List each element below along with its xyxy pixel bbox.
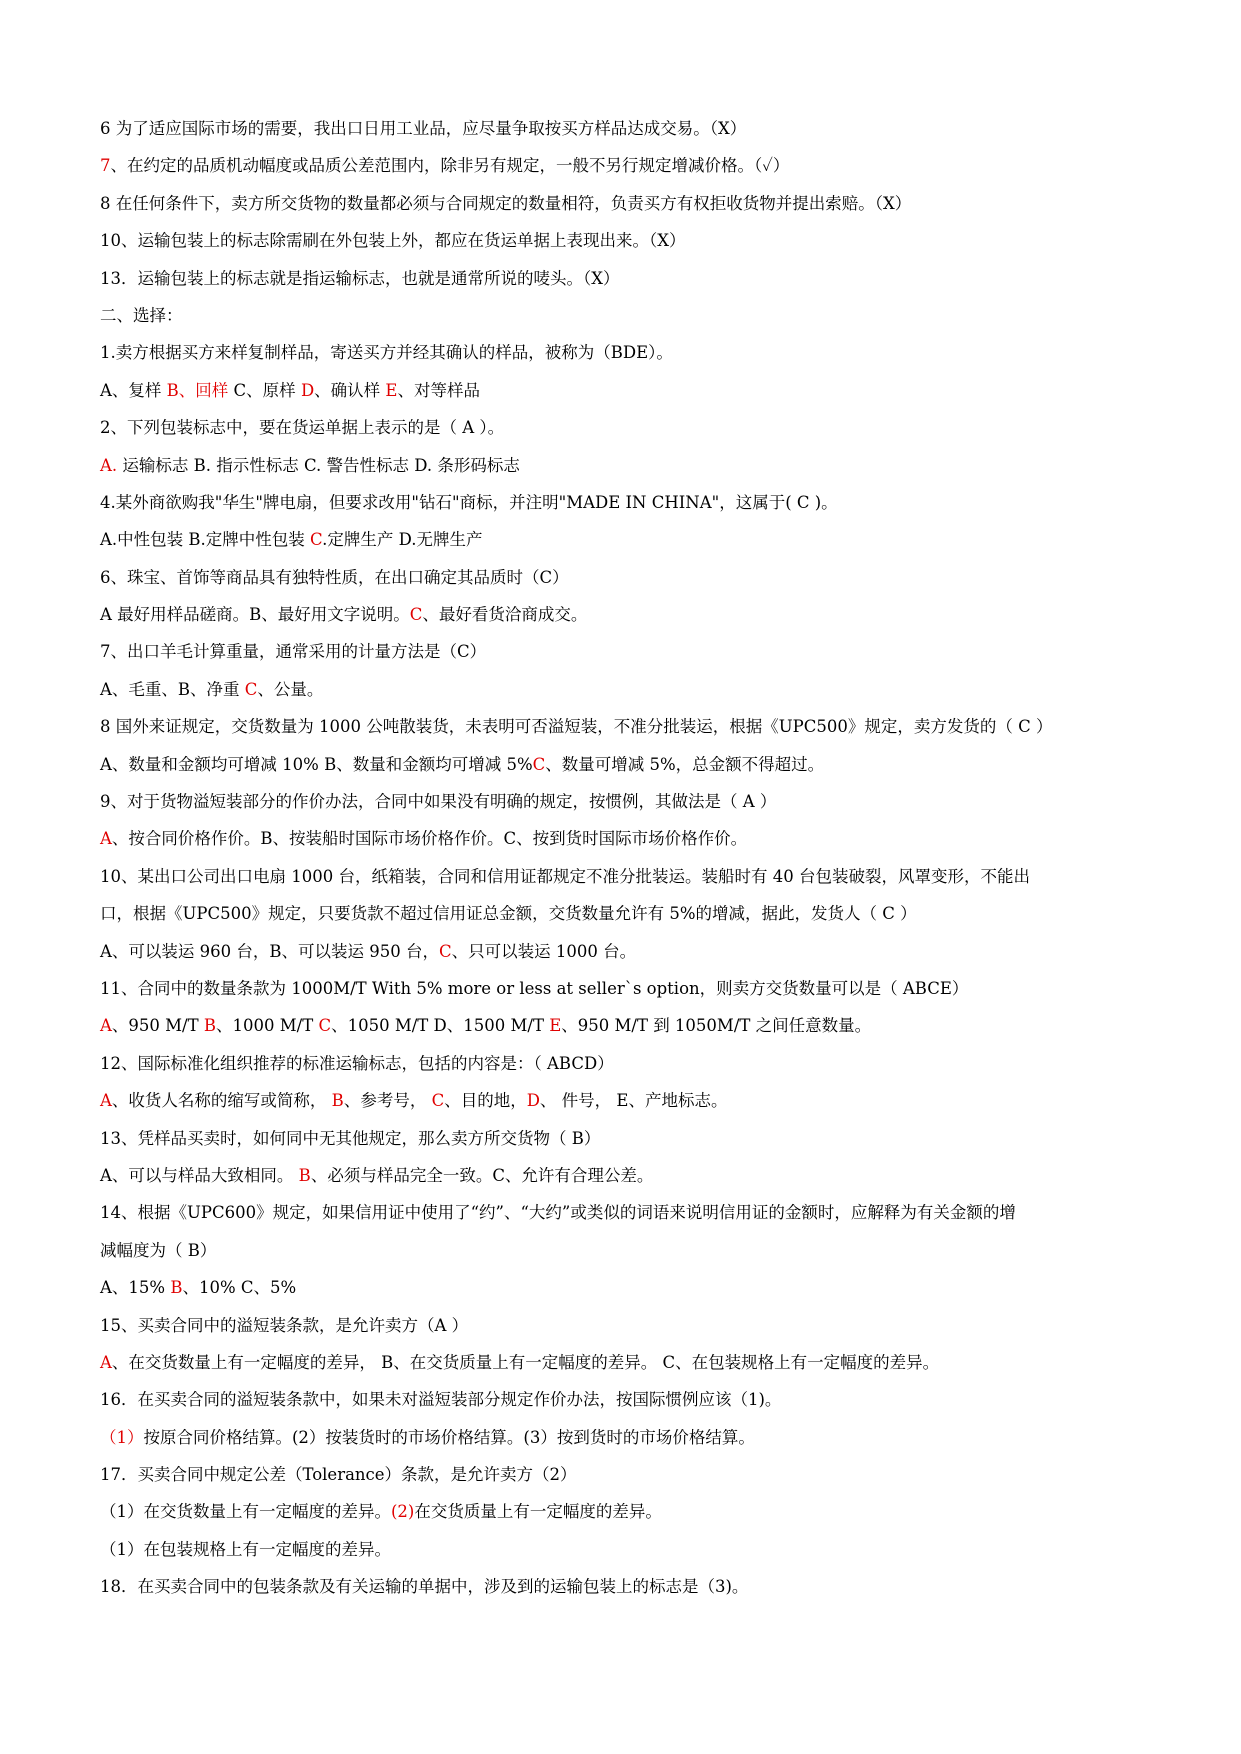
text-segment: A、15%	[100, 1278, 171, 1298]
highlighted-answer: C	[310, 530, 323, 550]
text-line	[100, 1232, 1180, 1269]
text-line	[100, 1307, 1180, 1344]
text-segment: 16．在买卖合同的溢短装条款中，如果未对溢短装部分规定作价办法，按国际惯例应该（1)。	[100, 1390, 782, 1410]
highlighted-answer: C	[439, 941, 452, 961]
text-segment: 6、珠宝、首饰等商品具有独特性质，在出口确定其品质时（C）	[100, 567, 569, 587]
text-segment: 10、运输包装上的标志除需刷在外包装上外，都应在货运单据上表现出来。（X）	[100, 231, 686, 251]
text-line	[100, 1269, 1180, 1306]
text-segment: A 最好用样品磋商。B、最好用文字说明。	[100, 605, 410, 625]
highlighted-answer: C	[409, 605, 423, 625]
text-line	[100, 409, 1180, 446]
text-segment: A、可以与样品大致相同。	[100, 1165, 299, 1185]
highlighted-answer: B	[331, 1091, 344, 1111]
text-segment: C、原样	[228, 380, 301, 400]
highlighted-answer: C	[532, 754, 546, 774]
text-line	[100, 1493, 1180, 1530]
text-segment: 12、国际标准化组织推荐的标准运输标志，包括的内容是：（ ABCD）	[100, 1053, 614, 1073]
text-line	[100, 783, 1180, 820]
text-segment: 、10% C、5%	[182, 1278, 297, 1298]
text-segment: 10、某出口公司出口电扇 1000 台，纸箱装，合同和信用证都规定不准分批装运。装船时有 40 台包装破裂，风罩变形，不能出	[100, 866, 1030, 886]
highlighted-answer: D	[300, 380, 315, 400]
text-segment: 、1050 M/T D、1500 M/T	[331, 1016, 550, 1036]
highlighted-answer: C	[244, 679, 258, 699]
text-segment: 减幅度为（ B）	[100, 1240, 217, 1260]
text-segment: 14、根据《UPC600》规定，如果信用证中使用了“约”、“大约”或类似的词语来说明信用证的金额时，应解释为有关金额的增	[100, 1203, 1016, 1223]
highlighted-answer: A	[100, 1091, 112, 1111]
text-line	[100, 559, 1180, 596]
text-segment: 、参考号，	[343, 1091, 432, 1111]
text-segment: 、950 M/T	[111, 1016, 204, 1036]
highlighted-answer: C	[431, 1091, 445, 1111]
text-segment: 、目的地，	[444, 1091, 527, 1111]
text-line	[100, 671, 1180, 708]
text-line	[100, 1194, 1180, 1231]
text-segment: （1）在包装规格上有一定幅度的差异。	[100, 1539, 391, 1559]
text-line	[100, 447, 1180, 484]
text-segment: 8 在任何条件下，卖方所交货物的数量都必须与合同规定的数量相符，负责买方有权拒收货物并提出索赔。（X）	[100, 193, 912, 213]
text-line	[100, 1120, 1180, 1157]
text-line	[100, 895, 1180, 932]
text-segment: 口，根据《UPC500》规定，只要货款不超过信用证总金额，交货数量允许有 5%的增减，据此，发货人（ C ）	[100, 904, 917, 924]
highlighted-answer: C	[318, 1016, 332, 1036]
text-line	[100, 297, 1180, 334]
text-line	[100, 1007, 1180, 1044]
text-segment: A、数量和金额均可增减 10% B、数量和金额均可增减 5%	[100, 754, 533, 774]
text-segment: 按原合同价格结算。(2）按装货时的市场价格结算。(3）按到货时的市场价格结算。	[143, 1427, 755, 1447]
text-line	[100, 970, 1180, 1007]
text-segment: 13．运输包装上的标志就是指运输标志，也就是通常所说的唛头。（X）	[100, 268, 620, 288]
text-segment: 、1000 M/T	[216, 1016, 319, 1036]
text-line	[100, 1157, 1180, 1194]
text-line	[100, 708, 1180, 745]
text-segment: 、 件号， E、产地标志。	[539, 1091, 728, 1111]
highlighted-answer: A	[100, 1352, 112, 1372]
highlighted-answer: B	[170, 1278, 183, 1298]
highlighted-answer: E	[385, 380, 398, 400]
text-line	[100, 260, 1180, 297]
text-segment: 18．在买卖合同中的包装条款及有关运输的单据中，涉及到的运输包装上的标志是（3)。	[100, 1577, 749, 1597]
text-segment: 6 为了适应国际市场的需要，我出口日用工业品，应尽量争取按买方样品达成交易。（X）	[100, 119, 747, 138]
text-segment: 、确认样	[314, 380, 386, 400]
highlighted-answer: A	[100, 829, 112, 849]
text-line	[100, 858, 1180, 895]
text-segment: （1）在交货数量上有一定幅度的差异。	[100, 1502, 391, 1522]
text-line	[100, 1045, 1180, 1082]
highlighted-answer: （1）	[100, 1427, 144, 1447]
text-segment: 、数量可增减 5%，总金额不得超过。	[545, 754, 825, 774]
text-segment: 2、下列包装标志中，要在货运单据上表示的是（ A ）。	[100, 418, 505, 438]
text-segment: 二、选择：	[100, 305, 183, 325]
text-segment: 在交货质量上有一定幅度的差异。	[414, 1502, 662, 1522]
text-segment: 运输标志 B. 指示性标志 C. 警告性标志 D. 条形码标志	[117, 455, 520, 475]
text-segment: 、收货人名称的缩写或简称，	[111, 1091, 332, 1111]
text-line	[100, 746, 1180, 783]
text-segment: A.中性包装 B.定牌中性包装	[100, 530, 311, 550]
text-segment: .定牌生产 D.无牌生产	[322, 530, 483, 550]
text-segment: 15、买卖合同中的溢短装条款，是允许卖方（A ）	[100, 1315, 469, 1335]
text-line	[100, 1082, 1180, 1119]
text-line	[100, 334, 1180, 371]
text-line	[100, 110, 1180, 147]
text-segment: 、必须与样品完全一致。C、允许有合理公差。	[310, 1165, 654, 1185]
text-segment: A、复样	[100, 380, 167, 400]
highlighted-answer: B	[203, 1016, 217, 1036]
text-segment: 9、对于货物溢短装部分的作价办法，合同中如果没有明确的规定，按惯例，其做法是（ A ）	[100, 792, 777, 812]
text-line	[100, 222, 1180, 259]
text-line	[100, 1531, 1180, 1568]
document-body	[100, 110, 1180, 1606]
text-line	[100, 1344, 1180, 1381]
highlighted-answer: A.	[100, 455, 118, 475]
text-segment: A、可以装运 960 台，B、可以装运 950 台，	[100, 941, 440, 961]
highlighted-answer: (2)	[391, 1502, 415, 1522]
text-segment: 13、凭样品买卖时，如何同中无其他规定，那么卖方所交货物（ B）	[100, 1128, 601, 1148]
text-line	[100, 185, 1180, 222]
highlighted-answer: B、回样	[166, 380, 229, 400]
text-line	[100, 521, 1180, 558]
text-line	[100, 1419, 1180, 1456]
highlighted-answer: A	[100, 1016, 112, 1036]
text-segment: 、在约定的品质机动幅度或品质公差范围内，除非另有规定，一般不另行规定增减价格。（✓）	[110, 156, 790, 176]
text-line	[100, 933, 1180, 970]
text-line	[100, 633, 1180, 670]
text-line	[100, 820, 1180, 857]
text-line	[100, 484, 1180, 521]
text-segment: 1.卖方根据买方来样复制样品，寄送买方并经其确认的样品，被称为（BDE）。	[100, 343, 673, 363]
text-segment: 17．买卖合同中规定公差（Tolerance）条款，是允许卖方（2）	[100, 1465, 577, 1485]
text-line	[100, 596, 1180, 633]
text-segment: 、按合同价格作价。B、按装船时国际市场价格作价。C、按到货时国际市场价格作价。	[111, 829, 748, 849]
text-segment: 、在交货数量上有一定幅度的差异， B、在交货质量上有一定幅度的差异。 C、在包装规格上有一定幅度的差异。	[111, 1352, 940, 1372]
text-segment: 、最好看货洽商成交。	[422, 605, 588, 625]
text-segment: 、对等样品	[397, 380, 480, 400]
text-segment: 7、出口羊毛计算重量，通常采用的计量方法是（C）	[100, 642, 487, 662]
text-segment: 、950 M/T 到 1050M/T 之间任意数量。	[561, 1016, 872, 1036]
highlighted-answer: E	[549, 1016, 562, 1036]
text-segment: 4.某外商欲购我"华生"牌电扇，但要求改用"钻石"商标，并注明"MADE IN CHINA"，这属于( C )。	[100, 492, 838, 512]
highlighted-answer: D	[526, 1091, 540, 1111]
highlighted-answer: B	[298, 1165, 311, 1185]
text-segment: A、毛重、B、净重	[100, 679, 245, 699]
highlighted-answer: 7	[100, 156, 111, 176]
text-line	[100, 1381, 1180, 1418]
text-line	[100, 1568, 1180, 1605]
text-segment: 、只可以装运 1000 台。	[451, 941, 637, 961]
text-segment: 11、合同中的数量条款为 1000M/T With 5% more or less at seller`s option，则卖方交货数量可以是（ ABCE）	[100, 978, 969, 998]
text-segment: 、公量。	[257, 679, 324, 699]
text-line	[100, 372, 1180, 409]
text-line	[100, 147, 1180, 184]
text-line	[100, 1456, 1180, 1493]
text-segment: 8 国外来证规定，交货数量为 1000 公吨散装货，未表明可否溢短装，不准分批装运，根据《UPC500》规定，卖方发货的（ C ）	[100, 717, 1053, 737]
